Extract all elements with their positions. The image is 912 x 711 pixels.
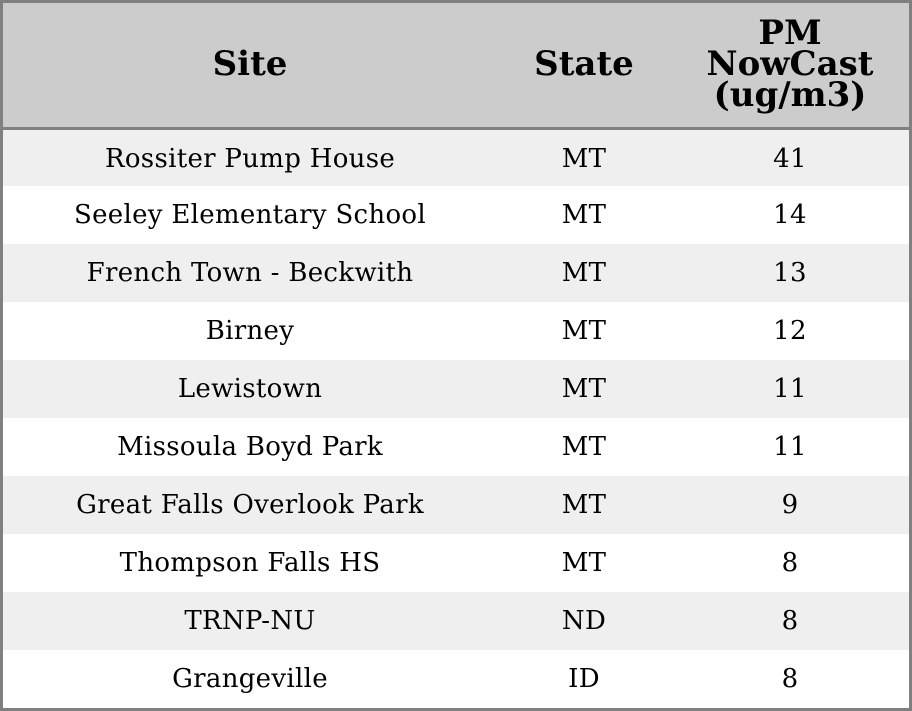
table-header: [3, 3, 909, 128]
table-row: [3, 534, 909, 592]
cell-state: MT: [561, 548, 607, 578]
cell-state: MT: [561, 432, 607, 462]
pm-header-lines: [671, 13, 909, 116]
cell-pm-value: 41: [773, 143, 807, 174]
cell-pm-value: 8: [781, 548, 799, 578]
table-row: [3, 244, 909, 302]
cell-pm-value: 13: [773, 258, 807, 288]
cell-pm-value: 8: [781, 664, 799, 694]
cell-site: Lewistown: [177, 374, 323, 404]
pm-header-line-1: PM: [758, 13, 822, 54]
cell-pm-value: 9: [781, 490, 799, 520]
cell-site: Missoula Boyd Park: [117, 432, 383, 462]
cell-pm-value: 11: [773, 432, 807, 462]
cell-site: Rossiter Pump House: [104, 143, 396, 174]
table-row: [3, 592, 909, 650]
cell-pm-value: 11: [773, 374, 807, 404]
cell-state: ID: [568, 664, 600, 694]
cell-state: MT: [561, 143, 607, 174]
cell-state: ND: [561, 606, 607, 636]
cell-state: MT: [561, 374, 607, 404]
cell-site: French Town - Beckwith: [86, 258, 414, 288]
column-header-site: Site: [3, 3, 497, 128]
pm-header-line-3: (ug/m3): [713, 75, 867, 116]
table-row: [3, 476, 909, 534]
cell-pm-value: 8: [781, 606, 799, 636]
cell-site: Grangeville: [172, 664, 328, 694]
pm-nowcast-table: [3, 3, 909, 708]
table-row: [3, 186, 909, 244]
table-row: [3, 418, 909, 476]
table-row: [3, 650, 909, 708]
header-row: [3, 3, 909, 128]
pm-header-line-2: NowCast: [706, 44, 874, 85]
cell-site: Birney: [205, 316, 295, 346]
cell-state: MT: [561, 316, 607, 346]
table-row: [3, 128, 909, 186]
column-header-pm-nowcast: [671, 3, 909, 128]
table-row: [3, 302, 909, 360]
cell-state: MT: [561, 490, 607, 520]
cell-state: MT: [561, 200, 607, 230]
cell-pm-value: 14: [773, 200, 807, 230]
table-body: [3, 128, 909, 708]
cell-site: Seeley Elementary School: [74, 200, 426, 230]
cell-site: TRNP-NU: [184, 606, 316, 636]
cell-pm-value: 12: [773, 316, 807, 346]
column-header-state: State: [497, 3, 671, 128]
cell-state: MT: [561, 258, 607, 288]
cell-site: Thompson Falls HS: [119, 548, 381, 578]
cell-site: Great Falls Overlook Park: [76, 490, 424, 520]
table-row: [3, 360, 909, 418]
